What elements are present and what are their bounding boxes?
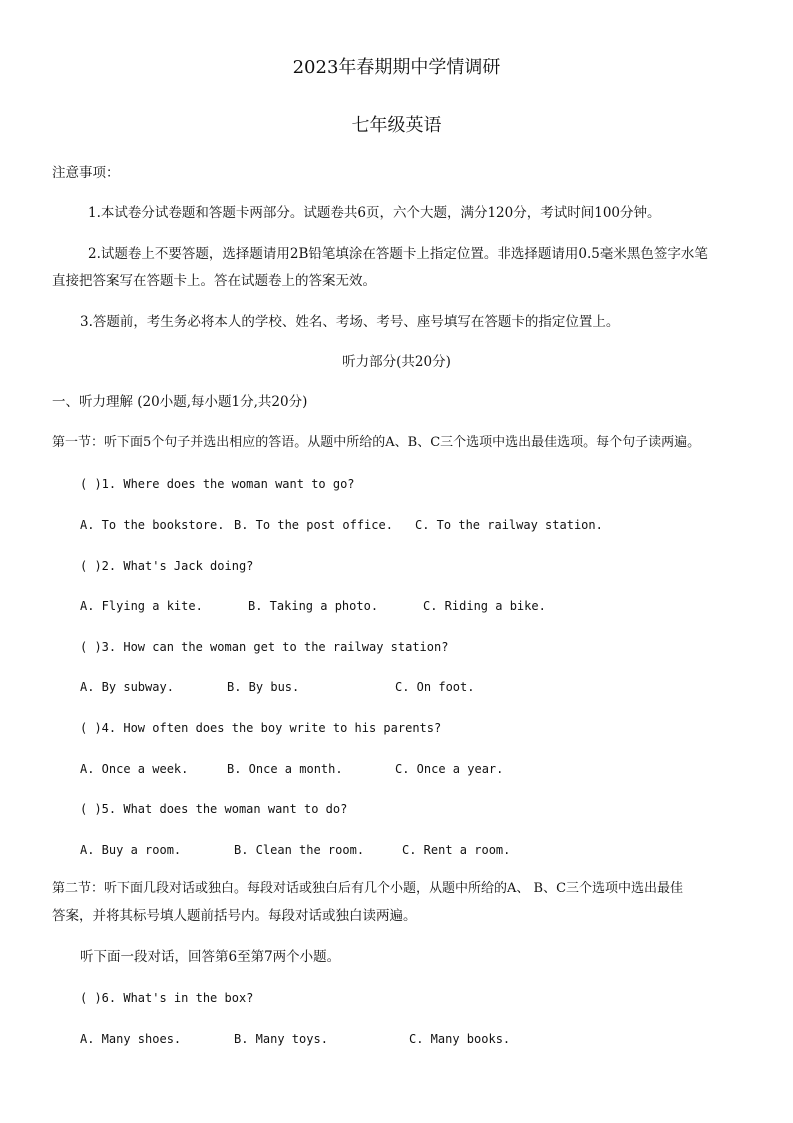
option-c: C. Rent a room. <box>402 843 511 857</box>
option-c: C. Riding a bike. <box>423 599 546 613</box>
question-2: ( )2. What's Jack doing? <box>80 559 254 573</box>
dialog-intro: 听下面一段对话，回答第6至第7两个小题。 <box>80 949 341 965</box>
option-b: B. To the post office. <box>234 518 393 532</box>
option-c: C. Once a year. <box>395 762 504 776</box>
option-a: A. By subway. <box>80 680 174 694</box>
question-5: ( )5. What does the woman want to do? <box>80 802 348 816</box>
part-2-instructions-line-2: 答案，并将其标号填人题前括号内。每段对话或独白读两遍。 <box>52 908 417 924</box>
option-c: C. Many books. <box>409 1032 511 1046</box>
option-a: A. Buy a room. <box>80 843 182 857</box>
listening-header: 听力部分(共20分) <box>342 354 451 370</box>
option-a: A. To the bookstore. <box>80 518 225 532</box>
question-4: ( )4. How often does the boy write to his parents? <box>80 721 442 735</box>
option-b: B. Once a month. <box>227 762 343 776</box>
option-a: A. Once a week. <box>80 762 189 776</box>
notice-item-3: 3.答题前，考生务必将本人的学校、姓名、考场、考号、座号填写在答题卡的指定位置上。 <box>80 314 620 330</box>
option-a: A. Many shoes. <box>80 1032 182 1046</box>
option-c: C. To the railway station. <box>415 518 603 532</box>
page-subtitle: 七年级英语 <box>351 115 442 136</box>
section-1-heading: 一、听力理解 (20小题,每小题1分,共20分) <box>52 394 308 410</box>
notice-item-2-line-1: 2.试题卷上不要答题，选择题请用2B铅笔填涂在答题卡上指定位置。非选择题请用0.5毫米黑色签字水笔 <box>88 246 708 262</box>
option-c: C. On foot. <box>395 680 475 694</box>
page-title: 2023年春期期中学情调研 <box>292 57 501 78</box>
question-1: ( )1. Where does the woman want to go? <box>80 477 355 491</box>
notice-item-2-line-2: 直接把答案写在答题卡上。答在试题卷上的答案无效。 <box>52 273 376 289</box>
option-b: B. Taking a photo. <box>248 599 379 613</box>
option-b: B. By bus. <box>227 680 300 694</box>
notice-heading: 注意事项： <box>52 165 120 181</box>
question-3: ( )3. How can the woman get to the railway station? <box>80 640 449 654</box>
part-1-instructions: 第一节：听下面5个句子并选出相应的答语。从题中所给的A、B、C三个选项中选出最佳选项。每个句子读两遍。 <box>52 435 701 450</box>
option-b: B. Many toys. <box>234 1032 328 1046</box>
part-2-instructions-line-1: 第二节：听下面几段对话或独白。每段对话或独白后有几个小题，从题中所给的A、 B、C三个选项中选出最佳 <box>52 881 684 896</box>
option-b: B. Clean the room. <box>234 843 365 857</box>
option-a: A. Flying a kite. <box>80 599 203 613</box>
notice-item-1: 1.本试卷分试卷题和答题卡两部分。试题卷共6页，六个大题，满分120分，考试时间100分钟。 <box>88 205 661 221</box>
question-6: ( )6. What's in the box? <box>80 991 254 1005</box>
